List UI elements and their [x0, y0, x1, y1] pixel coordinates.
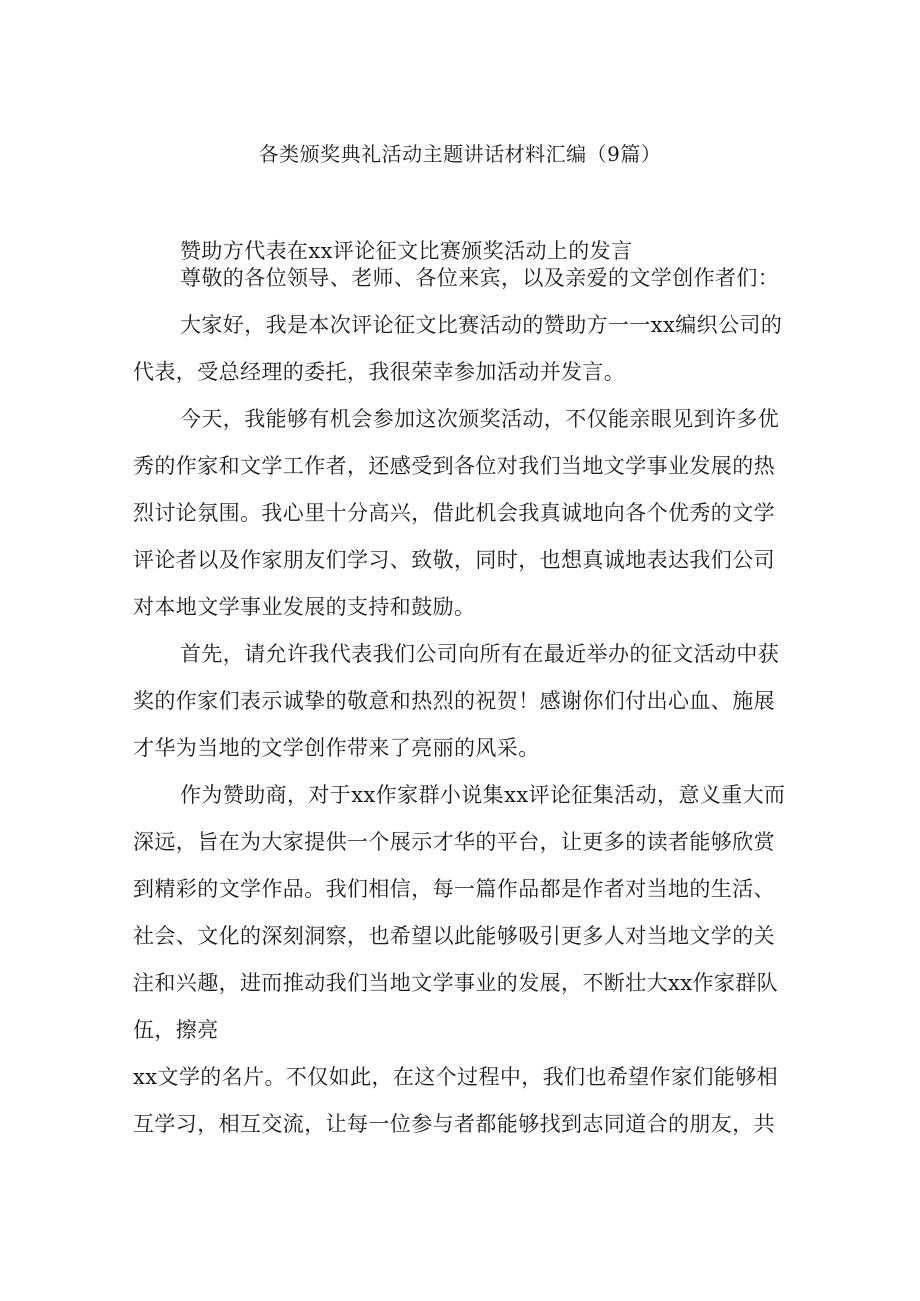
body-line: xx文学的名片。不仅如此，在这个过程中，我们也希望作家们能够相 — [133, 1065, 779, 1089]
document-title: 各类颁奖典礼活动主题讲话材料汇编（9篇） — [258, 142, 662, 166]
body-line: 烈讨论氛围。我心里十分高兴，借此机会我真诚地向各个优秀的文学 — [133, 501, 775, 525]
body-line: 首先，请允许我代表我们公司向所有在最近举办的征文活动中获 — [180, 642, 780, 666]
body-line: 评论者以及作家朋友们学习、致敬，同时，也想真诚地表达我们公司 — [133, 548, 775, 572]
body-line: 代表，受总经理的委托，我很荣幸参加活动并发言。 — [133, 360, 626, 384]
body-line: 秀的作家和文学工作者，还感受到各位对我们当地文学事业发展的热 — [133, 454, 775, 478]
speech-heading: 赞助方代表在xx评论征文比赛颁奖活动上的发言 — [180, 239, 633, 263]
body-line: 今天，我能够有机会参加这次颁奖活动，不仅能亲眼见到许多优 — [180, 407, 780, 431]
body-line: 社会、文化的深刻洞察，也希望以此能够吸引更多人对当地文学的关 — [133, 924, 775, 948]
body-line: 作为赞助商，对于xx作家群小说集xx评论征集活动，意义重大而 — [180, 783, 786, 807]
body-line: 伍，擦亮 — [133, 1018, 219, 1042]
body-line: 深远，旨在为大家提供一个展示才华的平台，让更多的读者能够欣赏 — [133, 830, 775, 854]
body-line: 注和兴趣，进而推动我们当地文学事业的发展，不断壮大xx作家群队 — [133, 971, 779, 995]
body-line: 才华为当地的文学创作带来了亮丽的风采。 — [133, 736, 540, 760]
body-line: 互学习，相互交流，让每一位参与者都能够找到志同道合的朋友，共 — [133, 1112, 775, 1136]
body-line: 大家好，我是本次评论征文比赛活动的赞助方一一xx编织公司的 — [180, 313, 783, 337]
body-line: 对本地文学事业发展的支持和鼓励。 — [133, 595, 476, 619]
body-line: 到精彩的文学作品。我们相信，每一篇作品都是作者对当地的生活、 — [133, 877, 775, 901]
salutation: 尊敬的各位领导、老师、各位来宾，以及亲爱的文学创作者们： — [180, 266, 780, 290]
body-line: 奖的作家们表示诚挚的敬意和热烈的祝贺！感谢你们付出心血、施展 — [133, 689, 775, 713]
